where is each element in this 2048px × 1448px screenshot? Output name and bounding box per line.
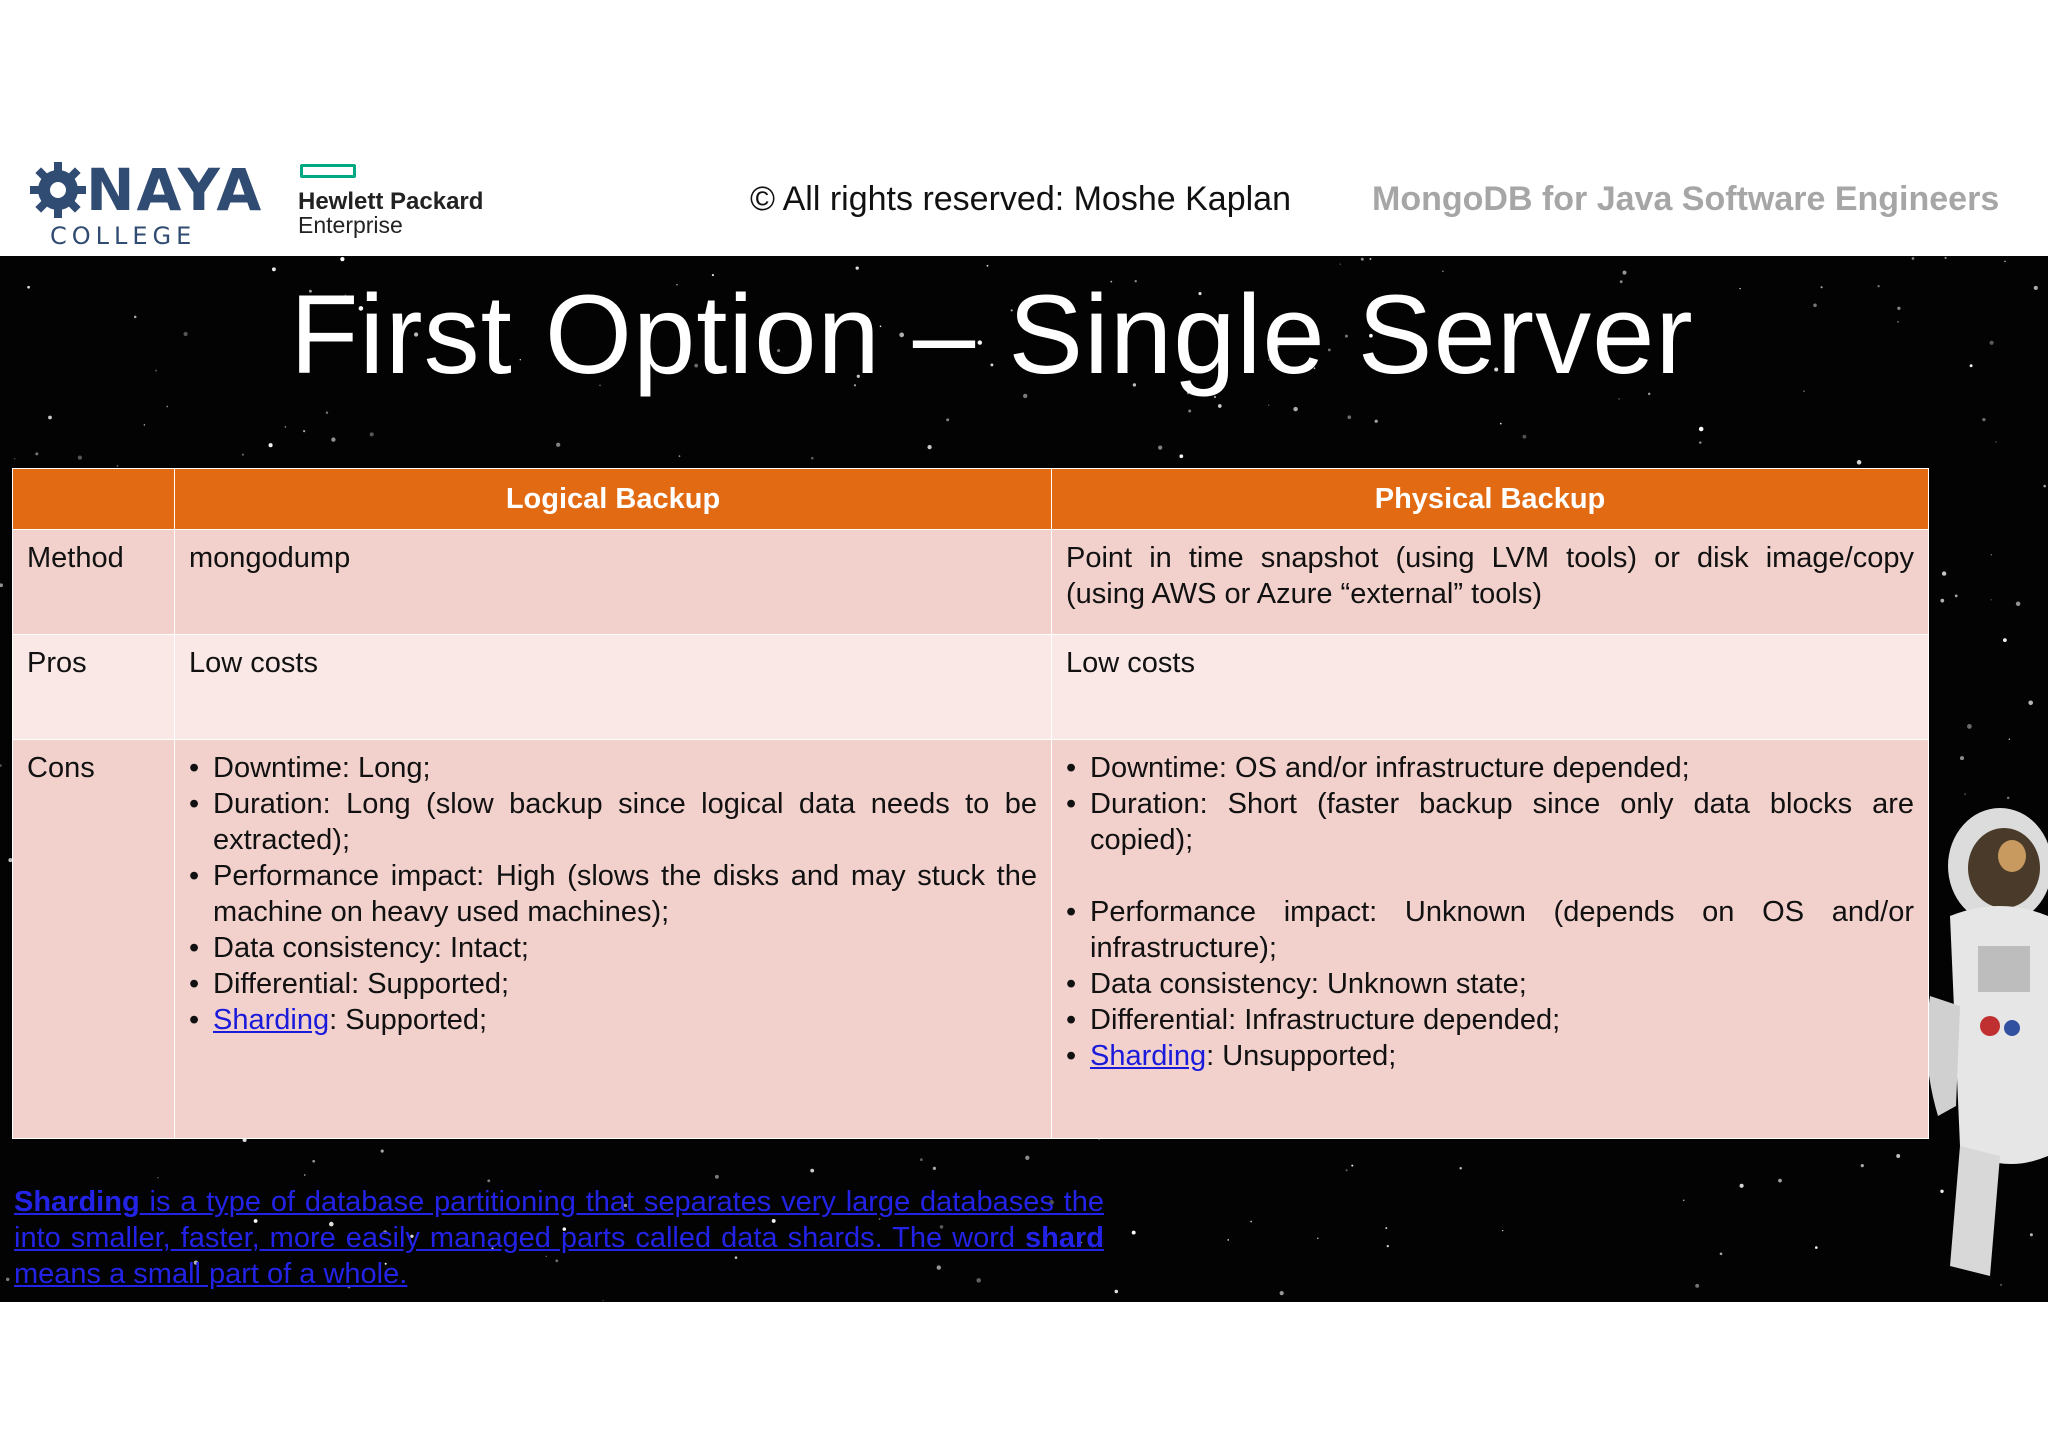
table-row-method xyxy=(13,530,1929,635)
table-header-row xyxy=(13,469,1929,530)
star xyxy=(1912,257,1915,260)
star xyxy=(1317,1238,1319,1240)
star xyxy=(1944,257,1946,259)
star xyxy=(1720,1252,1723,1255)
star xyxy=(556,443,560,447)
sharding-support-text: : Supported; xyxy=(329,1004,488,1036)
star xyxy=(2009,739,2010,740)
hpe-name-line2: Enterprise xyxy=(298,212,403,238)
star xyxy=(1970,364,1973,367)
cell-cons-physical xyxy=(1052,740,1929,1139)
star xyxy=(1982,418,1985,421)
star xyxy=(487,1179,490,1182)
star xyxy=(340,257,344,261)
star xyxy=(1699,427,1704,432)
star xyxy=(1280,1291,1284,1295)
astronaut-image xyxy=(1920,796,2048,1296)
copyright-notice: © All rights reserved: Moshe Kaplan xyxy=(750,180,1291,218)
sharding-link[interactable]: Sharding xyxy=(213,1004,330,1036)
list-item-sharding xyxy=(1090,1038,1914,1074)
star xyxy=(987,265,989,267)
star xyxy=(166,406,168,408)
star xyxy=(381,1150,384,1153)
star xyxy=(1351,1165,1353,1167)
cons-physical-list xyxy=(1066,750,1914,1074)
star xyxy=(303,430,305,432)
star xyxy=(1695,1284,1699,1288)
star xyxy=(1459,1167,1461,1169)
star xyxy=(1778,1179,1782,1183)
cons-logical-list xyxy=(189,750,1037,1038)
hpe-logo xyxy=(298,164,498,244)
star xyxy=(326,412,328,414)
star xyxy=(1227,1239,1229,1241)
star xyxy=(1815,1246,1818,1249)
list-item: • Differential: Supported; xyxy=(213,966,1037,1002)
star xyxy=(1502,1230,1503,1231)
star xyxy=(1025,1156,1029,1160)
star xyxy=(927,445,931,449)
table-row-pros xyxy=(13,635,1929,740)
star xyxy=(1115,1290,1118,1293)
star xyxy=(811,457,814,460)
star xyxy=(157,1177,159,1179)
star xyxy=(304,1174,306,1176)
cell-pros-logical: Low costs xyxy=(175,635,1052,740)
list-item: • Data consistency: Intact; xyxy=(213,930,1037,966)
star xyxy=(1821,286,1823,288)
star xyxy=(1523,435,1527,439)
footnote-term-shard: shard xyxy=(1025,1222,1104,1254)
star xyxy=(1699,441,1701,443)
star xyxy=(2016,602,2021,607)
star xyxy=(1964,793,1965,794)
list-item: • Performance impact: High (slows the disks and may stuck the machine on heavy used machines); xyxy=(213,858,1037,930)
star xyxy=(810,1169,814,1173)
star xyxy=(6,1278,9,1281)
star xyxy=(0,764,2,767)
star xyxy=(2028,700,2033,705)
course-title: MongoDB for Java Software Engineers xyxy=(1372,180,2000,218)
star xyxy=(1369,258,1371,260)
star xyxy=(1188,410,1191,413)
star xyxy=(1990,341,1994,345)
sharding-footnote-link[interactable] xyxy=(14,1184,1104,1292)
hpe-name-line1: Hewlett Packard xyxy=(298,188,484,215)
star xyxy=(1500,423,1502,425)
row-label-pros: Pros xyxy=(13,635,175,740)
star xyxy=(183,332,187,336)
star xyxy=(1967,724,1972,729)
star xyxy=(946,418,949,421)
star xyxy=(1347,415,1351,419)
star xyxy=(1179,454,1183,458)
list-item: • Downtime: Long; xyxy=(213,750,1037,786)
naya-college-logo xyxy=(28,156,268,252)
star xyxy=(1293,407,1297,411)
star xyxy=(1683,1199,1685,1201)
star xyxy=(134,316,137,319)
star xyxy=(2043,485,2046,488)
star xyxy=(1387,1245,1389,1247)
star xyxy=(1132,1231,1136,1235)
star xyxy=(920,1158,923,1161)
cell-cons-logical xyxy=(175,740,1052,1139)
star xyxy=(78,456,82,460)
star xyxy=(1896,1154,1900,1158)
star xyxy=(0,583,3,587)
table-row-cons xyxy=(13,740,1929,1139)
gear-icon xyxy=(28,160,88,220)
star xyxy=(27,286,30,289)
naya-wordmark: NAYA xyxy=(86,156,264,224)
star xyxy=(1995,441,1997,443)
column-header-empty xyxy=(13,469,175,530)
star xyxy=(2004,261,2006,263)
star xyxy=(1158,445,1162,449)
star xyxy=(1346,1169,1348,1171)
star xyxy=(1813,304,1817,308)
star xyxy=(1940,599,1944,603)
star xyxy=(144,424,146,426)
college-wordmark: COLLEGE xyxy=(50,222,197,250)
star xyxy=(2034,286,2038,290)
star xyxy=(679,455,681,457)
star xyxy=(1739,288,1740,289)
star xyxy=(1375,420,1378,423)
star xyxy=(269,443,273,447)
star xyxy=(1991,554,1993,556)
star xyxy=(155,370,157,372)
column-header-physical: Physical Backup xyxy=(1052,469,1929,530)
star xyxy=(602,1300,603,1301)
list-item: • Duration: Short (faster backup since only data blocks are copied); xyxy=(1090,786,1914,858)
sharding-support-text: : Unsupported; xyxy=(1206,1040,1397,1072)
star xyxy=(1340,263,1341,264)
sharding-link[interactable]: Sharding xyxy=(1090,1040,1207,1072)
star xyxy=(1385,1227,1387,1229)
backup-comparison-table xyxy=(12,468,1929,1139)
cell-method-physical: Point in time snapshot (using LVM tools) or disk image/copy (using AWS or Azure “external” tools) xyxy=(1052,530,1929,635)
hpe-element-icon xyxy=(300,164,356,178)
star xyxy=(285,426,287,428)
row-label-cons: Cons xyxy=(13,740,175,1139)
footnote-term: Sharding xyxy=(14,1186,140,1218)
cell-method-logical: mongodump xyxy=(175,530,1052,635)
star xyxy=(1268,404,1269,405)
star xyxy=(272,267,276,271)
star xyxy=(1897,307,1900,310)
footnote-text-2: means a small part of a whole. xyxy=(14,1258,408,1290)
slide-title: First Option – Single Server xyxy=(290,272,1694,397)
column-header-logical: Logical Backup xyxy=(175,469,1052,530)
star xyxy=(933,1167,936,1170)
star xyxy=(1897,321,1898,322)
star xyxy=(370,432,374,436)
star xyxy=(715,1175,719,1179)
star xyxy=(48,416,52,420)
star xyxy=(1861,1164,1864,1167)
star xyxy=(1955,595,1958,598)
star xyxy=(1740,1184,1744,1188)
star xyxy=(1218,404,1222,408)
star xyxy=(1857,460,1862,465)
star xyxy=(331,437,335,441)
star xyxy=(35,452,38,455)
list-item: • Duration: Long (slow backup since logical data needs to be extracted); xyxy=(213,786,1037,858)
star xyxy=(1361,258,1364,261)
star xyxy=(14,458,15,459)
footnote-text-1: is a type of database partitioning that separates very large databases the into smaller, faster, more easily managed parts called data shards. The word xyxy=(14,1186,1104,1254)
star xyxy=(1942,571,1946,575)
list-item: • Differential: Infrastructure depended; xyxy=(1090,1002,1914,1038)
row-label-method: Method xyxy=(13,530,175,635)
star xyxy=(1991,599,1992,600)
star xyxy=(1250,1221,1252,1223)
cell-pros-physical: Low costs xyxy=(1052,635,1929,740)
star xyxy=(1803,390,1805,392)
slide-body xyxy=(0,256,2048,1302)
star xyxy=(242,454,244,456)
list-item: • Downtime: OS and/or infrastructure depended; xyxy=(1090,750,1914,786)
star xyxy=(2003,638,2007,642)
star xyxy=(312,1160,315,1163)
list-item: • Performance impact: Unknown (depends on OS and/or infrastructure); xyxy=(1090,894,1914,966)
list-item-sharding xyxy=(213,1002,1037,1038)
star xyxy=(117,465,119,467)
star xyxy=(1877,285,1879,287)
star xyxy=(1960,756,1964,760)
list-item: • Data consistency: Unknown state; xyxy=(1090,966,1914,1002)
